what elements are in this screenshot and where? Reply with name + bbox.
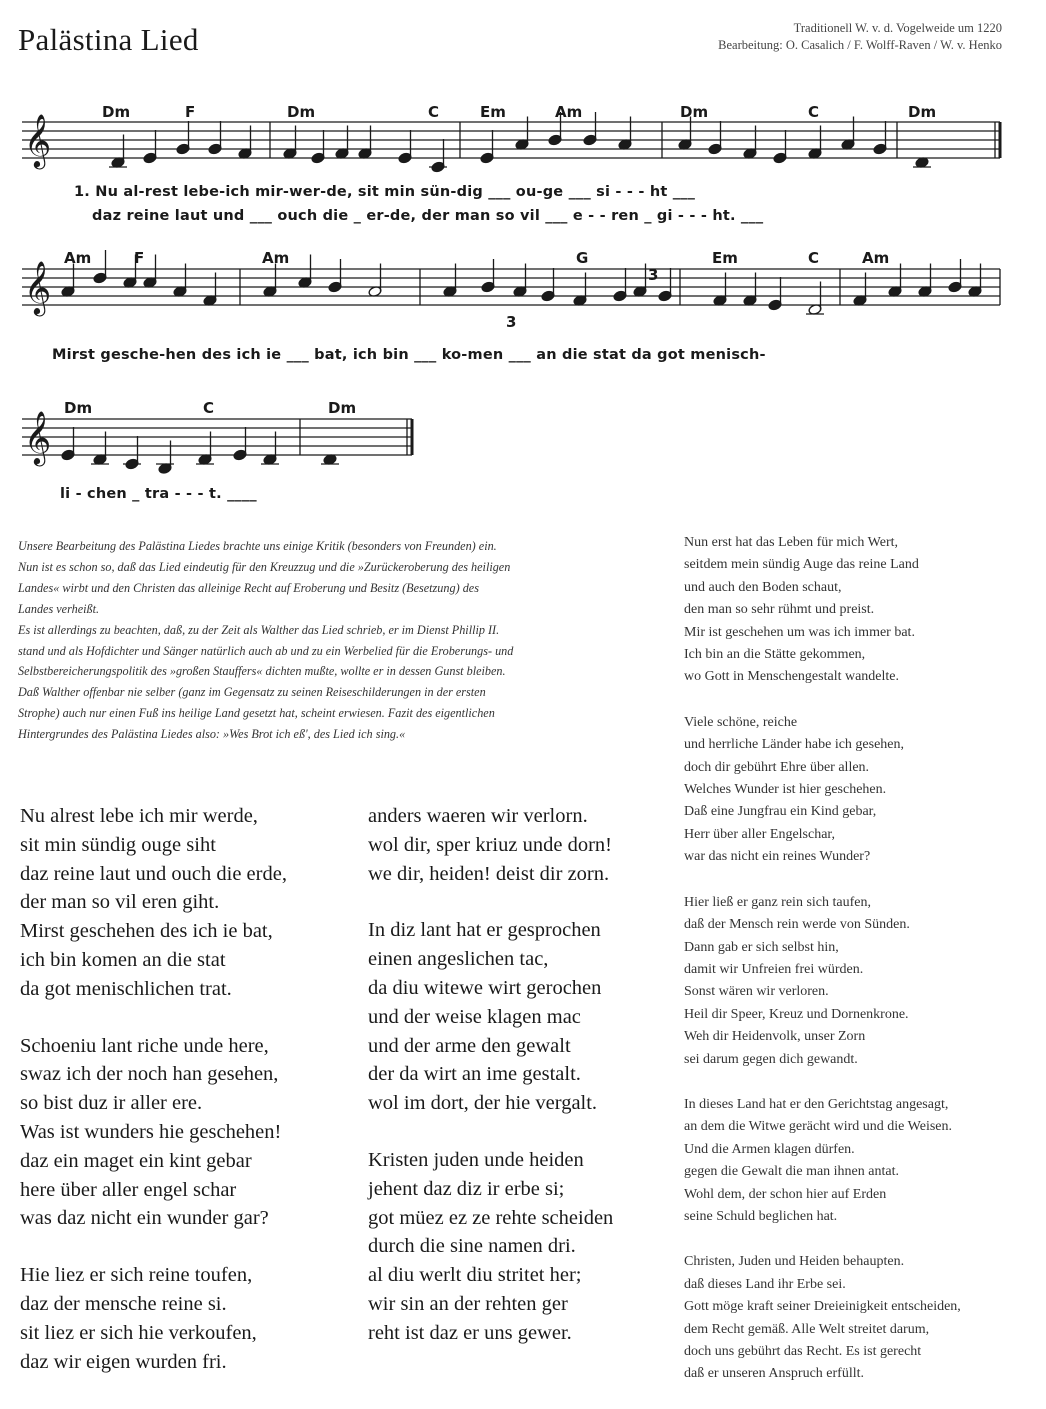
verse-line: daß er unseren Anspruch erfüllt. [684,1366,864,1382]
verse-line: Wohl dem, der schon hier auf Erden [684,1186,887,1202]
verse-line: was daz nicht ein wunder gar? [20,1207,269,1230]
stanza [684,712,961,869]
verse-line: Und die Armen klagen dürfen. [684,1141,855,1157]
credit-line-arrangement: Bearbeitung: O. Casalich / F. Wolff-Raven / W. v. Henko [718,38,1002,52]
verse-line: sit liez er sich hie verkoufen, [20,1321,257,1344]
verse-line: Nu alrest lebe ich mir werde, [20,805,258,827]
verses-left-column [20,802,287,1404]
verse-line: Schoeniu lant riche unde here, [20,1034,269,1057]
staff-system-2 [22,249,1000,363]
page-title: Palästina Lied [18,22,199,57]
credit-line-composer: Traditionell W. v. d. Vogelweide um 1220 [793,21,1002,35]
commentary-line: Unsere Bearbeitung des Palästina Liedes brachte uns einige Kritik (besonders von Freunden) ein. [18,539,497,553]
verse-line: wir sin an der rehten ger [368,1292,568,1315]
verse-line: Was ist wunders hie geschehen! [20,1120,282,1143]
verse-line: jehent daz diz ir erbe si; [368,1177,565,1200]
verse-line: gegen die Gewalt die man ihnen antat. [684,1164,899,1180]
verse-line: In dieses Land hat er den Gerichtstag angesagt, [684,1096,949,1112]
staff-lines [22,250,1000,316]
verse-line: Sonst wären wir verloren. [684,984,829,1000]
verse-line: und auch den Boden schaut, [684,579,842,595]
verse-line: Hier ließ er ganz rein sich taufen, [684,894,871,910]
chord-label: Am [64,249,92,267]
chord-label: Em [480,103,506,121]
verse-line: daß dieses Land ihr Erbe sei. [684,1276,846,1292]
commentary-line: Landes verheißt. [18,601,100,616]
commentary-line: Hintergrundes des Palästina Liedes also: »Wes Brot ich eß', des Lied ich sing.« [18,727,406,742]
verse-line: doch dir gebührt Ehre über allen. [684,759,870,775]
treble-clef-icon: 𝄞 [24,113,52,167]
verse-line: Christen, Juden und Heiden behaupten. [684,1254,905,1270]
verse-line: dem Recht gemäß. Alle Welt streitet darum, [684,1321,930,1337]
lyric-line: daz reine laut und ___ ouch die _ er-de, der man so vil ___ e - - ren _ gi - - - ht. ___ [92,208,764,224]
staff-system-3 [22,399,412,502]
staff-lines [22,112,1000,173]
chord-label: Em [712,249,738,267]
verse-line: ich bin komen an die stat [20,948,226,971]
commentary-line: Strophe) auch nur einen Fuß ins heilige Land gesetzt hat, scheint erwiesen. Fazit des eigentlichen [18,706,495,721]
verse-line: und der arme den gewalt [368,1034,571,1057]
chord-label: C [203,399,215,417]
verse-line: seine Schuld beglichen hat. [684,1208,838,1224]
stanza [368,802,613,888]
verse-line: wol dir, sper kriuz unde dorn! [368,833,612,856]
chord-label: Dm [328,399,357,417]
commentary-line: Selbstbereicherungspolitik des »großen Stauffers« dichten mußte, wollte er in dessen Gunst bleiben. [18,664,506,679]
verse-line: den man so sehr rühmt und preist. [684,602,875,618]
verse-line: wol im dort, der hie vergalt. [368,1092,598,1115]
verse-line: Hie liez er sich reine toufen, [20,1264,253,1287]
verse-line: Dann gab er sich selbst hin, [684,939,839,955]
verse-line: daz der mensche reine si. [20,1292,227,1315]
chord-label: C [808,249,820,267]
chord-label: Am [862,249,890,267]
verse-line: anders waeren wir verlorn. [368,805,588,827]
credits [718,20,1002,54]
chord-label: Am [555,103,583,121]
treble-clef-icon: 𝄞 [24,260,52,314]
verse-line: Mir ist geschehen um was ich immer bat. [684,624,915,640]
chord-label: F [185,103,196,121]
stanza [684,1094,961,1228]
verse-line: Daß eine Jungfrau ein Kind gebar, [684,804,877,820]
verse-line: here über aller engel schar [20,1178,237,1201]
verse-line: an dem die Witwe gerächt wird und die Weisen. [684,1119,952,1135]
verse-line: got müez ez ze rehte scheiden [368,1206,614,1229]
verse-line: Viele schöne, reiche [684,714,798,730]
verse-line: und herrliche Länder habe ich gesehen, [684,737,905,753]
lyric-line: li - chen _ tra - - - t. ____ [60,486,257,502]
verse-line: war das nicht ein reines Wunder? [684,849,871,865]
verse-line: daz wir eigen wurden fri. [20,1350,227,1373]
verse-line: Gott möge kraft seiner Dreieinigkeit entscheiden, [684,1299,961,1315]
verse-line: Ich bin an die Stätte gekommen, [684,647,866,663]
verse-line: swaz ich der noch han gesehen, [20,1063,279,1086]
triplet-marker: 3 [648,266,659,284]
verse-line: Heil dir Speer, Kreuz und Dornenkrone. [684,1006,909,1022]
verse-line: da got menischlichen trat. [20,977,232,1000]
music-score [0,80,1046,520]
stanza [20,1261,287,1376]
verse-line: damit wir Unfreien frei würden. [684,961,864,977]
chord-label: C [428,103,440,121]
chord-label: G [576,249,589,267]
verse-line: Herr über aller Engelschar, [684,826,836,842]
verse-line: Mirst geschehen des ich ie bat, [20,920,273,943]
chord-label: Am [262,249,290,267]
verse-line: da diu witewe wirt gerochen [368,976,602,999]
chord-label: Dm [680,103,709,121]
verse-line: der man so vil eren giht. [20,891,220,914]
verse-line: In diz lant hat er gesprochen [368,919,601,942]
stanza [368,916,613,1118]
stanza [20,1032,287,1234]
treble-clef-icon: 𝄞 [24,410,52,464]
commentary-line: Daß Walther offenbar nie selber (ganz im Gegensatz zu seinen Reiseschilderungen in der ersten [18,685,486,700]
verse-line: Welches Wunder ist hier geschehen. [684,782,887,798]
staff-system-1 [22,103,1000,224]
verse-line: we dir, heiden! deist dir zorn. [368,862,610,885]
verse-line: sei darum gegen dich gewandt. [684,1051,858,1067]
verse-line: und der weise klagen mac [368,1005,581,1028]
stanza [684,532,961,689]
verse-line: der da wirt an ime gestalt. [368,1063,581,1086]
translation-column [684,532,961,1409]
staff-lines [22,410,412,474]
verse-line: daß der Mensch rein werde von Sünden. [684,917,910,933]
verse-line: wo Gott in Menschengestalt wandelte. [684,669,900,685]
verse-line: Nun erst hat das Leben für mich Wert, [684,535,898,550]
triplet-marker: 3 [506,313,517,331]
verse-line: so bist duz ir aller ere. [20,1092,203,1115]
chord-label: Dm [908,103,937,121]
commentary-line: Es ist allerdings zu beachten, daß, zu der Zeit als Walther das Lied schrieb, er im Dienst Phillip II. [18,622,500,637]
verse-line: daz ein maget ein kint gebar [20,1149,252,1172]
verse-line: daz reine laut und ouch die erde, [20,862,287,885]
chord-label: C [808,103,820,121]
chord-label: F [134,249,145,267]
verse-line: sit min sündig ouge siht [20,833,216,856]
chord-label: Dm [64,399,93,417]
commentary-line: Landes« wirbt und den Christen das alleinige Recht auf Eroberung und Besitz (Besetzung) des [18,580,479,595]
verse-line: seitdem mein sündig Auge das reine Land [684,557,919,573]
stanza [20,802,287,1004]
verse-line: reht ist daz er uns gewer. [368,1321,572,1344]
stanza [368,1146,613,1348]
lyric-line: 1. Nu al-rest lebe-ich mir-wer-de, sit min sün-dig ___ ou-ge ___ si - - - ht ___ [74,184,696,200]
verse-line: al diu werlt diu stritet her; [368,1264,582,1287]
verse-line: einen angeslichen tac, [368,948,549,971]
commentary-line: stand und als Hofdichter und Sänger natürlich auch ab und zu ein Werbelied für die Eroberungs- und [18,643,514,658]
commentary [18,536,668,745]
lyric-line: Mirst gesche-hen des ich ie ___ bat, ich bin ___ ko-men ___ an die stat da got menisch- [52,347,766,363]
verse-line: doch uns gebührt das Recht. Es ist gerecht [684,1344,922,1359]
chord-label: Dm [102,103,131,121]
verse-line: Kristen juden unde heiden [368,1148,584,1171]
stanza [684,892,961,1071]
commentary-line: Nun ist es schon so, daß das Lied eindeutig für den Kreuzzug und die »Zurückeroberung des heiligen [18,559,511,574]
chord-label: Dm [287,103,316,121]
stanza [684,1251,961,1385]
verses-middle-column [368,802,613,1376]
verse-line: durch die sine namen dri. [368,1235,576,1258]
verse-line: Weh dir Heidenvolk, unser Zorn [684,1029,866,1045]
